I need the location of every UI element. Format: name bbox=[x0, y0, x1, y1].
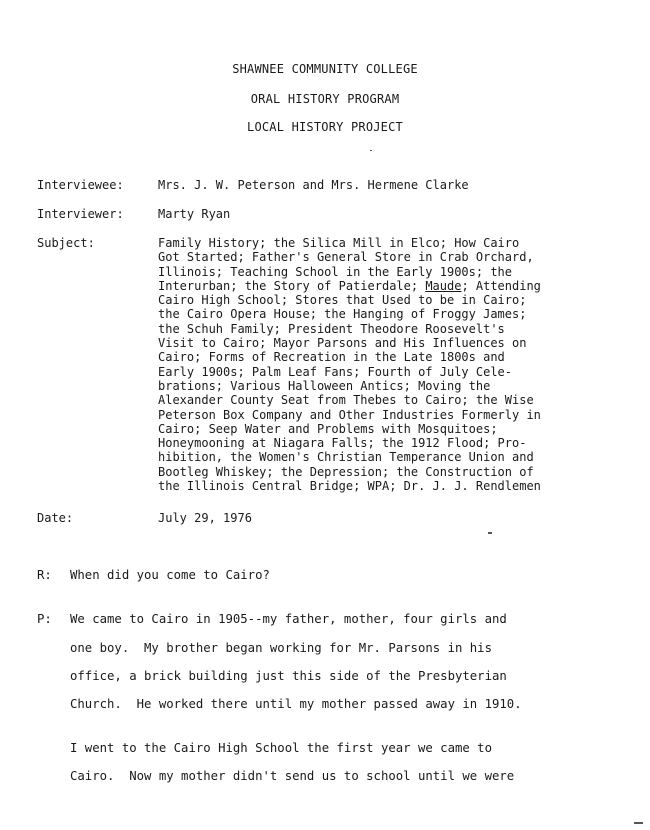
subject-line: hibition, the Women's Christian Temperance Union and bbox=[158, 450, 534, 465]
interviewee-label: Interviewee: bbox=[37, 178, 124, 192]
subject-line: Alexander County Seat from Thebes to Cairo; the Wise bbox=[158, 393, 534, 408]
subject-line: the Cairo Opera House; the Hanging of Froggy James; bbox=[158, 307, 527, 322]
speaker-r: R: bbox=[37, 568, 52, 582]
answer-line: one boy. My brother began working for Mr. Parsons in his bbox=[70, 641, 492, 655]
subject-line: Cairo High School; Stores that Used to be in Cairo; bbox=[158, 293, 527, 308]
program-heading: ORAL HISTORY PROGRAM bbox=[250, 92, 400, 106]
interviewer-value: Marty Ryan bbox=[158, 207, 231, 221]
subject-line: Bootleg Whiskey; the Depression; the Construction of bbox=[158, 464, 534, 479]
date-value: July 29, 1976 bbox=[158, 511, 252, 525]
subject-line: the Schuh Family; President Theodore Roosevelt's bbox=[158, 321, 505, 336]
subject-line: brations; Various Halloween Antics; Moving the bbox=[158, 378, 491, 393]
paragraph-line: Cairo. Now my mother didn't send us to school until we were bbox=[70, 769, 515, 783]
subject-line: Visit to Cairo; Mayor Parsons and His Influences on bbox=[158, 336, 527, 351]
subject-line: Illinois; Teaching School in the Early 1900s; the bbox=[158, 264, 513, 279]
subject-line: Cairo; Seep Water and Problems with Mosquitoes; bbox=[158, 421, 498, 436]
subject-line: Honeymooning at Niagara Falls; the 1912 Flood; Pro- bbox=[158, 436, 527, 451]
answer-line: office, a brick building just this side of the Presbyterian bbox=[70, 669, 507, 683]
scan-speck bbox=[488, 532, 492, 534]
speaker-p: P: bbox=[37, 612, 52, 626]
college-heading: SHAWNEE COMMUNITY COLLEGE bbox=[232, 62, 418, 76]
answer-line: Church. He worked there until my mother passed away in 1910. bbox=[70, 697, 522, 711]
project-heading: LOCAL HISTORY PROJECT bbox=[247, 120, 403, 134]
subject-line: Got Started; Father's General Store in Crab Orchard, bbox=[158, 250, 534, 265]
interviewee-value: Mrs. J. W. Peterson and Mrs. Hermene Clarke bbox=[158, 178, 469, 192]
subject-line-part: Interurban; the Story of Patierdale; bbox=[158, 278, 426, 293]
subject-line: Peterson Box Company and Other Industries Formerly in bbox=[158, 407, 541, 422]
subject-underlined-name: Maude bbox=[425, 278, 462, 293]
answer-line: We came to Cairo in 1905--my father, mother, four girls and bbox=[70, 612, 507, 626]
subject-block bbox=[158, 236, 628, 493]
paragraph-line: I went to the Cairo High School the first year we came to bbox=[70, 741, 492, 755]
scan-speck bbox=[634, 822, 643, 824]
subject-line bbox=[158, 279, 628, 293]
subject-line-part: ; Attending bbox=[461, 278, 541, 293]
subject-label: Subject: bbox=[37, 236, 95, 250]
subject-line: Cairo; Forms of Recreation in the Late 1800s and bbox=[158, 350, 505, 365]
subject-line: the Illinois Central Bridge; WPA; Dr. J. J. Rendlemen bbox=[158, 479, 541, 494]
subject-line: Family History; the Silica Mill in Elco; How Cairo bbox=[158, 236, 520, 250]
subject-line: Early 1900s; Palm Leaf Fans; Fourth of July Cele- bbox=[158, 364, 513, 379]
date-label: Date: bbox=[37, 511, 74, 525]
question-text: When did you come to Cairo? bbox=[70, 568, 270, 582]
interviewer-label: Interviewer: bbox=[37, 207, 124, 221]
scan-speck bbox=[370, 150, 372, 151]
